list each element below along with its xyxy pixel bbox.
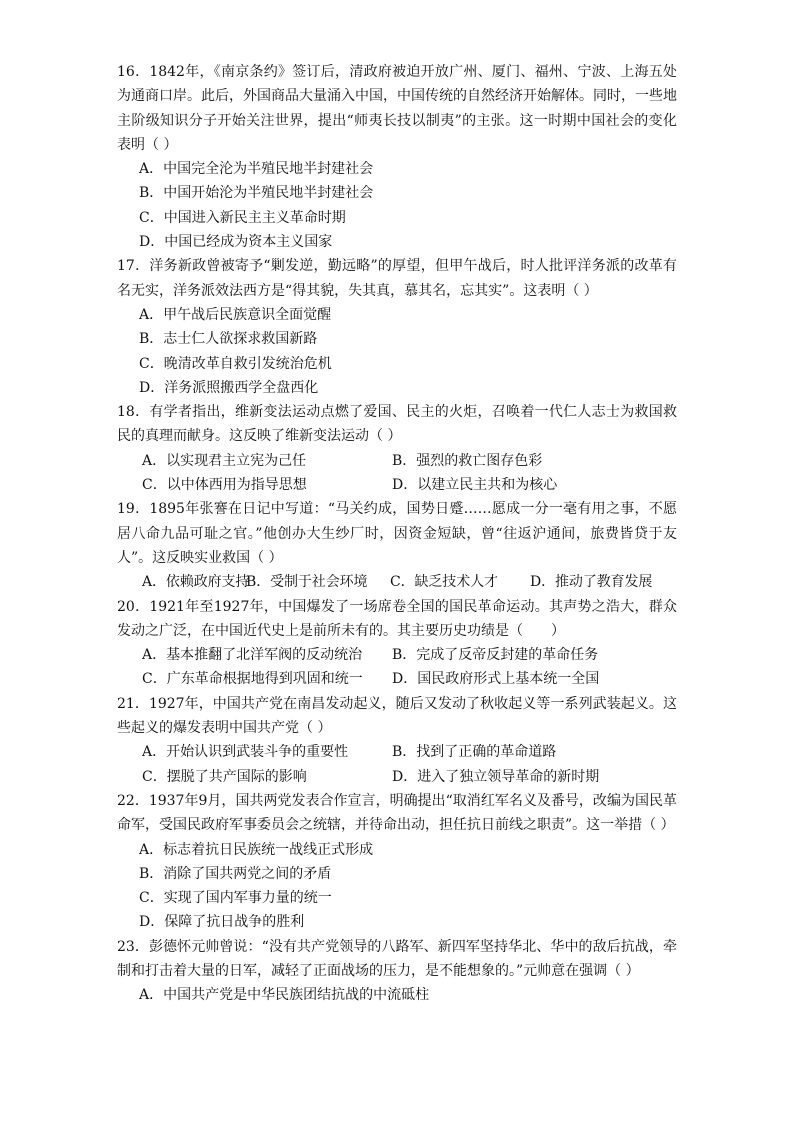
exam-page	[117, 60, 677, 1008]
question-16-option-c: C．中国进入新民主主义革命时期	[139, 209, 346, 226]
question-21-option-b: B．找到了正确的革命道路	[392, 744, 557, 761]
question-22-option-a: A．标志着抗日民族统一战线正式形成	[139, 841, 374, 858]
question-23-stem: 23．彭德怀元帅曾说：“没有共产党领导的八路军、新四军坚持华北、华中的敌后抗战，牵制和打击着大量的日军，减轻了正面战场的压力，是不能想象的。”元帅意在强调（ ）	[117, 938, 677, 979]
question-18-option-c: C．以中体西用为指导思想	[142, 477, 307, 494]
question-19-option-a: A．依赖政府支持	[142, 574, 250, 591]
question-17-stem: 17．洋务新政曾被寄予“剿发逆，勤远略”的厚望，但甲午战后，时人批评洋务派的改革有名无实，洋务派效法西方是“得其貌，失其真，慕其名，忘其实”。这表明（ ）	[117, 258, 677, 299]
question-22-option-c: C．实现了国内军事力量的统一	[139, 890, 332, 907]
question-22-stem: 22．1937年9月，国共两党发表合作宣言，明确提出“取消红军名义及番号，改编为国民革命军，受国民政府军事委员会之统辖，并待命出动，担任抗日前线之职责”。这一举措（ ）	[117, 792, 677, 834]
question-20-option-b: B．完成了反帝反封建的革命任务	[392, 647, 599, 664]
question-16-option-a: A．中国完全沦为半殖民地半封建社会	[139, 161, 374, 178]
question-16-option-b: B．中国开始沦为半殖民地半封建社会	[139, 185, 374, 202]
question-23-option-a: A．中国共产党是中华民族团结抗战的中流砥柱	[139, 987, 430, 1004]
question-22-option-d: D．保障了抗日战争的胜利	[139, 914, 305, 931]
question-18-stem: 18．有学者指出，维新变法运动点燃了爱国、民主的火炬，召唤着一代仁人志士为救国救民的真理而献身。这反映了维新变法运动（ ）	[117, 404, 677, 445]
question-21-stem: 21．1927年，中国共产党在南昌发动起义，随后又发动了秋收起义等一系列武装起义。这些起义的爆发表明中国共产党（ ）	[117, 695, 677, 737]
question-21-options-row-2	[117, 765, 677, 789]
question-17-option-a: A．甲午战后民族意识全面觉醒	[139, 306, 332, 323]
question-18-options-row-1	[117, 449, 677, 473]
question-19-options-row	[117, 570, 677, 594]
question-17-option-c: C．晚清改革自救引发统治危机	[139, 355, 332, 372]
question-20-options-row-1	[117, 643, 677, 667]
question-21-option-c: C．摆脱了共产国际的影响	[142, 768, 307, 785]
question-21-option-a: A．开始认识到武装斗争的重要性	[142, 744, 349, 761]
question-18-options-row-2	[117, 473, 677, 497]
question-19-option-d: D．推动了教育发展	[530, 574, 653, 591]
question-16-stem: 16．1842年，《南京条约》签订后，清政府被迫开放广州、厦门、福州、宁波、上海五处为通商口岸。此后，外国商品大量涌入中国，中国传统的自然经济开始解体。同时，一些地主阶级知识分子开始关注世界，提出“师夷长技以制夷”的主张。这一时期中国社会的变化表明（ ）	[117, 64, 677, 153]
question-16-option-d: D．中国已经成为资本主义国家	[139, 234, 333, 251]
question-19-option-b: B．受制于社会环境	[246, 574, 368, 591]
question-22-option-b: B．消除了国共两党之间的矛盾	[139, 865, 332, 882]
question-17-option-b: B．志士仁人欲探求救国新路	[139, 331, 318, 348]
question-21-option-d: D．进入了独立领导革命的新时期	[392, 768, 600, 785]
question-19-stem: 19．1895年张謇在日记中写道：“马关约成，国势日蹙……愿成一分一毫有用之事，不愿居八命九品可耻之官。”他创办大生纱厂时，因资金短缺，曾“往返沪通间，旅费皆贷于友人”。这反映实业救国（ ）	[117, 501, 677, 566]
question-18-option-d: D．以建立民主共和为核心	[392, 477, 558, 494]
question-18-option-b: B．强烈的救亡图存色彩	[392, 452, 543, 469]
question-19-option-c: C．缺乏技术人才	[390, 574, 498, 591]
question-18-option-a: A．以实现君主立宪为己任	[142, 452, 307, 469]
question-20-options-row-2	[117, 667, 677, 691]
question-20-option-d: D．国民政府形式上基本统一全国	[392, 671, 600, 688]
question-20-option-a: A．基本推翻了北洋军阀的反动统治	[142, 647, 363, 664]
question-21-options-row-1	[117, 740, 677, 764]
question-17-option-d: D．洋务派照搬西学全盘西化	[139, 379, 319, 396]
question-20-stem: 20．1921年至1927年，中国爆发了一场席卷全国的国民革命运动。其声势之浩大，群众发动之广泛，在中国近代史上是前所未有的。其主要历史功绩是（ ）	[117, 598, 677, 639]
question-20-option-c: C．广东革命根据地得到巩固和统一	[142, 671, 363, 688]
